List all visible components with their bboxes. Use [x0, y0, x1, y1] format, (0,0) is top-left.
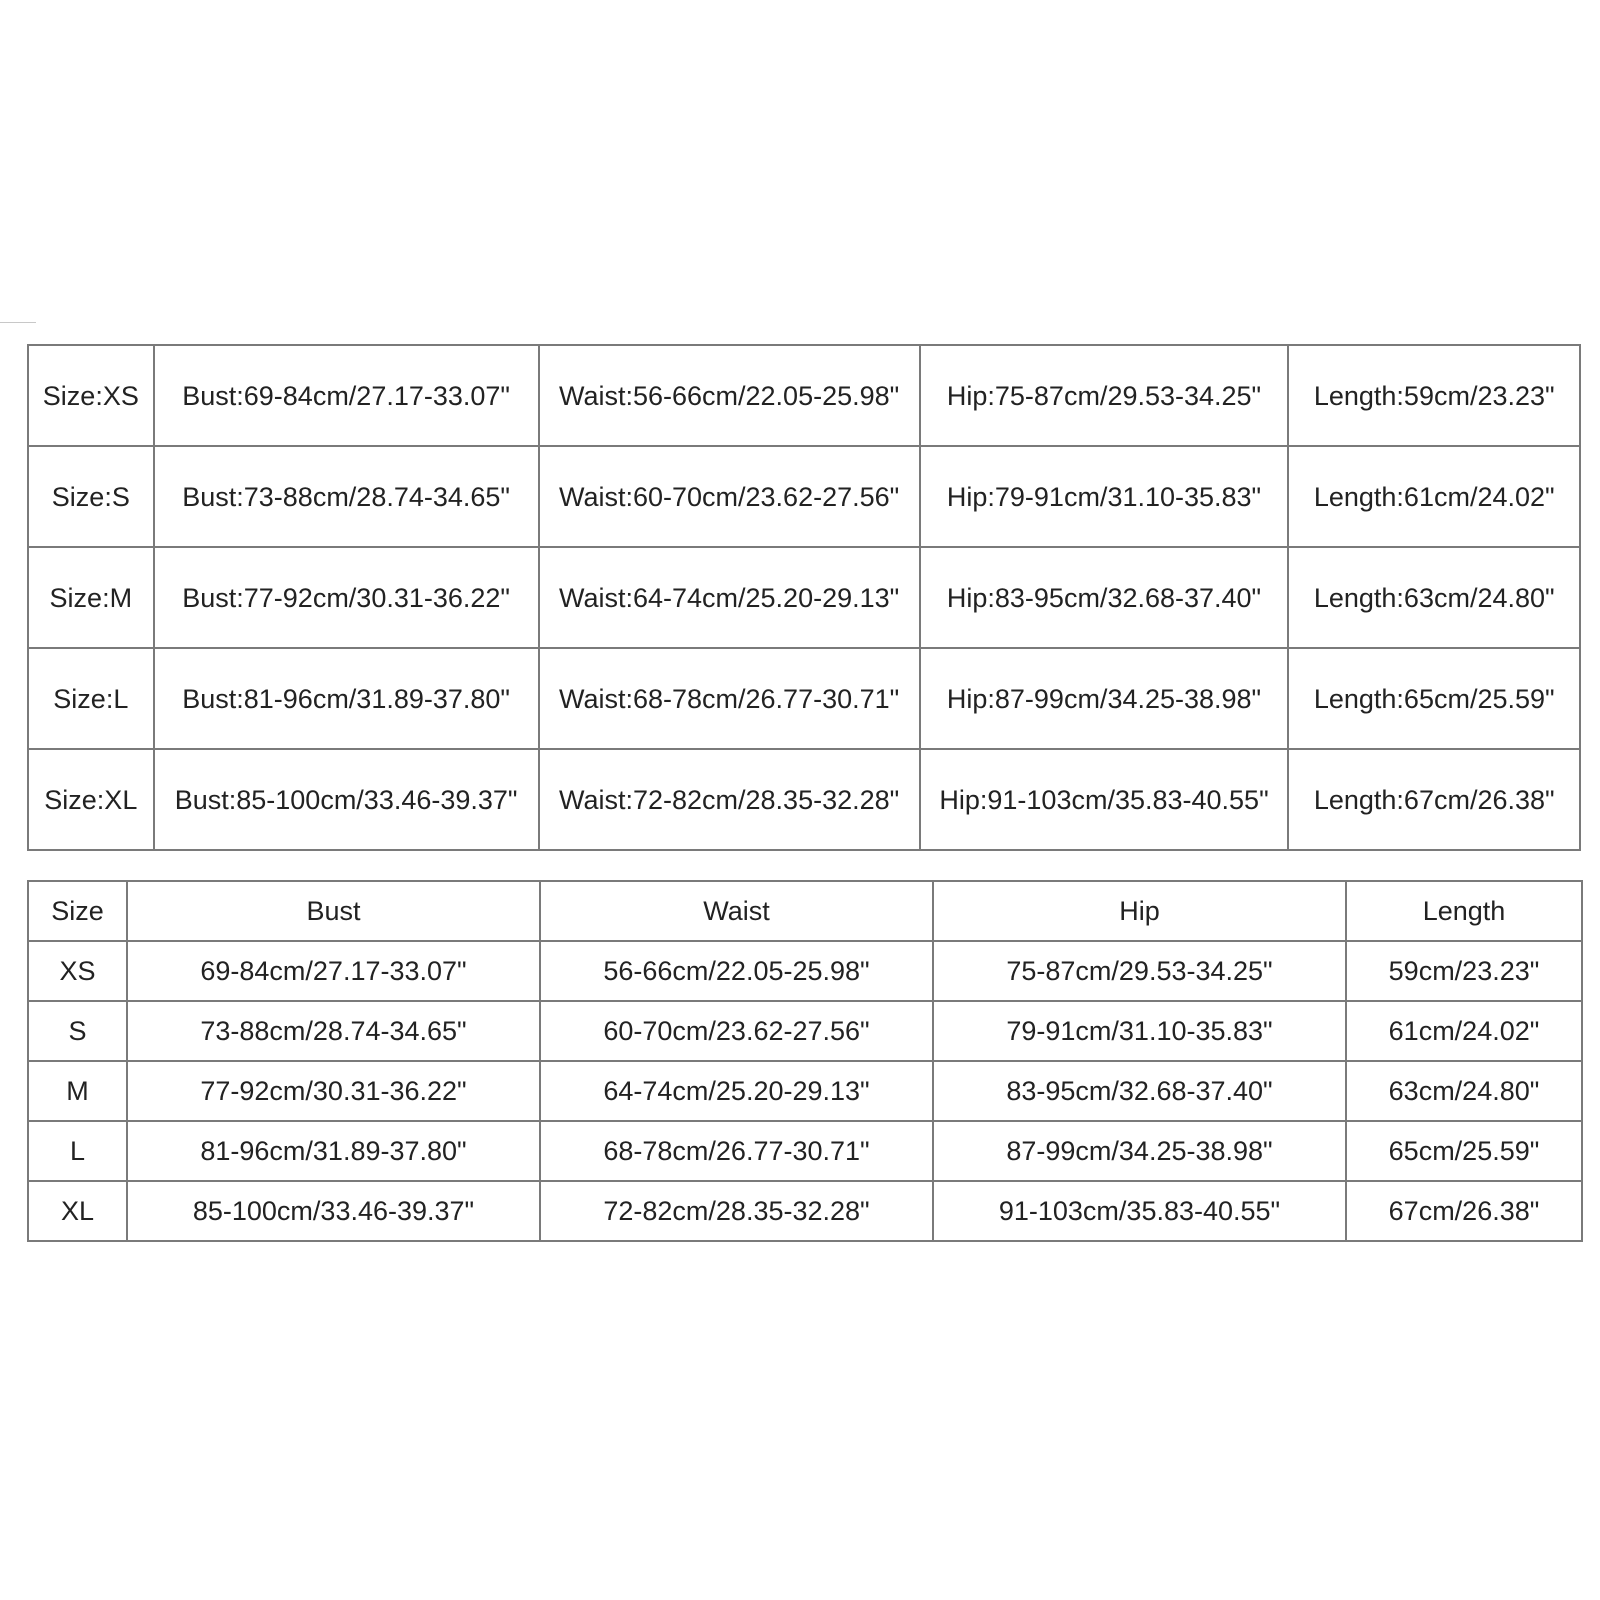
hip-header: Hip [933, 881, 1346, 941]
table-row [28, 648, 1580, 749]
table-row [28, 1061, 1582, 1121]
table-row [28, 446, 1580, 547]
length-cell: 59cm/23.23" [1346, 941, 1582, 1001]
waist-cell: Waist:64-74cm/25.20-29.13" [539, 547, 920, 648]
waist-cell: 60-70cm/23.62-27.56" [540, 1001, 933, 1061]
size-cell: Size:XL [28, 749, 154, 850]
size-cell: Size:XS [28, 345, 154, 446]
hip-cell: Hip:87-99cm/34.25-38.98" [920, 648, 1289, 749]
hip-cell: 75-87cm/29.53-34.25" [933, 941, 1346, 1001]
size-table [27, 880, 1583, 1242]
size-cell: XL [28, 1181, 127, 1241]
table-row [28, 1001, 1582, 1061]
bust-cell: Bust:85-100cm/33.46-39.37" [154, 749, 539, 850]
size-header: Size [28, 881, 127, 941]
length-cell: Length:65cm/25.59" [1288, 648, 1580, 749]
bust-cell: 69-84cm/27.17-33.07" [127, 941, 540, 1001]
hip-cell: 83-95cm/32.68-37.40" [933, 1061, 1346, 1121]
hip-cell: Hip:75-87cm/29.53-34.25" [920, 345, 1289, 446]
bust-header: Bust [127, 881, 540, 941]
size-cell: M [28, 1061, 127, 1121]
waist-cell: 64-74cm/25.20-29.13" [540, 1061, 933, 1121]
table-row [28, 1121, 1582, 1181]
divider-line [0, 322, 36, 323]
waist-cell: Waist:68-78cm/26.77-30.71" [539, 648, 920, 749]
waist-cell: Waist:56-66cm/22.05-25.98" [539, 345, 920, 446]
length-cell: 61cm/24.02" [1346, 1001, 1582, 1061]
length-cell: Length:61cm/24.02" [1288, 446, 1580, 547]
length-cell: Length:67cm/26.38" [1288, 749, 1580, 850]
hip-cell: 91-103cm/35.83-40.55" [933, 1181, 1346, 1241]
length-cell: 67cm/26.38" [1346, 1181, 1582, 1241]
size-cell: XS [28, 941, 127, 1001]
table-row [28, 547, 1580, 648]
hip-cell: Hip:91-103cm/35.83-40.55" [920, 749, 1289, 850]
bust-cell: Bust:81-96cm/31.89-37.80" [154, 648, 539, 749]
bust-cell: Bust:77-92cm/30.31-36.22" [154, 547, 539, 648]
size-cell: Size:L [28, 648, 154, 749]
length-header: Length [1346, 881, 1582, 941]
table-row [28, 1181, 1582, 1241]
hip-cell: 87-99cm/34.25-38.98" [933, 1121, 1346, 1181]
bust-cell: 77-92cm/30.31-36.22" [127, 1061, 540, 1121]
length-cell: Length:63cm/24.80" [1288, 547, 1580, 648]
size-cell: L [28, 1121, 127, 1181]
hip-cell: Hip:79-91cm/31.10-35.83" [920, 446, 1289, 547]
hip-cell: Hip:83-95cm/32.68-37.40" [920, 547, 1289, 648]
combined-size-table [27, 344, 1581, 851]
table-row [28, 345, 1580, 446]
waist-cell: 68-78cm/26.77-30.71" [540, 1121, 933, 1181]
bust-cell: 81-96cm/31.89-37.80" [127, 1121, 540, 1181]
waist-cell: Waist:72-82cm/28.35-32.28" [539, 749, 920, 850]
table-row [28, 941, 1582, 1001]
waist-cell: 56-66cm/22.05-25.98" [540, 941, 933, 1001]
waist-header: Waist [540, 881, 933, 941]
bust-cell: Bust:73-88cm/28.74-34.65" [154, 446, 539, 547]
size-cell: Size:S [28, 446, 154, 547]
waist-cell: 72-82cm/28.35-32.28" [540, 1181, 933, 1241]
waist-cell: Waist:60-70cm/23.62-27.56" [539, 446, 920, 547]
size-cell: Size:M [28, 547, 154, 648]
length-cell: 65cm/25.59" [1346, 1121, 1582, 1181]
size-cell: S [28, 1001, 127, 1061]
bust-cell: Bust:69-84cm/27.17-33.07" [154, 345, 539, 446]
table-row [28, 749, 1580, 850]
length-cell: 63cm/24.80" [1346, 1061, 1582, 1121]
length-cell: Length:59cm/23.23" [1288, 345, 1580, 446]
bust-cell: 85-100cm/33.46-39.37" [127, 1181, 540, 1241]
table-header-row [28, 881, 1582, 941]
bust-cell: 73-88cm/28.74-34.65" [127, 1001, 540, 1061]
hip-cell: 79-91cm/31.10-35.83" [933, 1001, 1346, 1061]
